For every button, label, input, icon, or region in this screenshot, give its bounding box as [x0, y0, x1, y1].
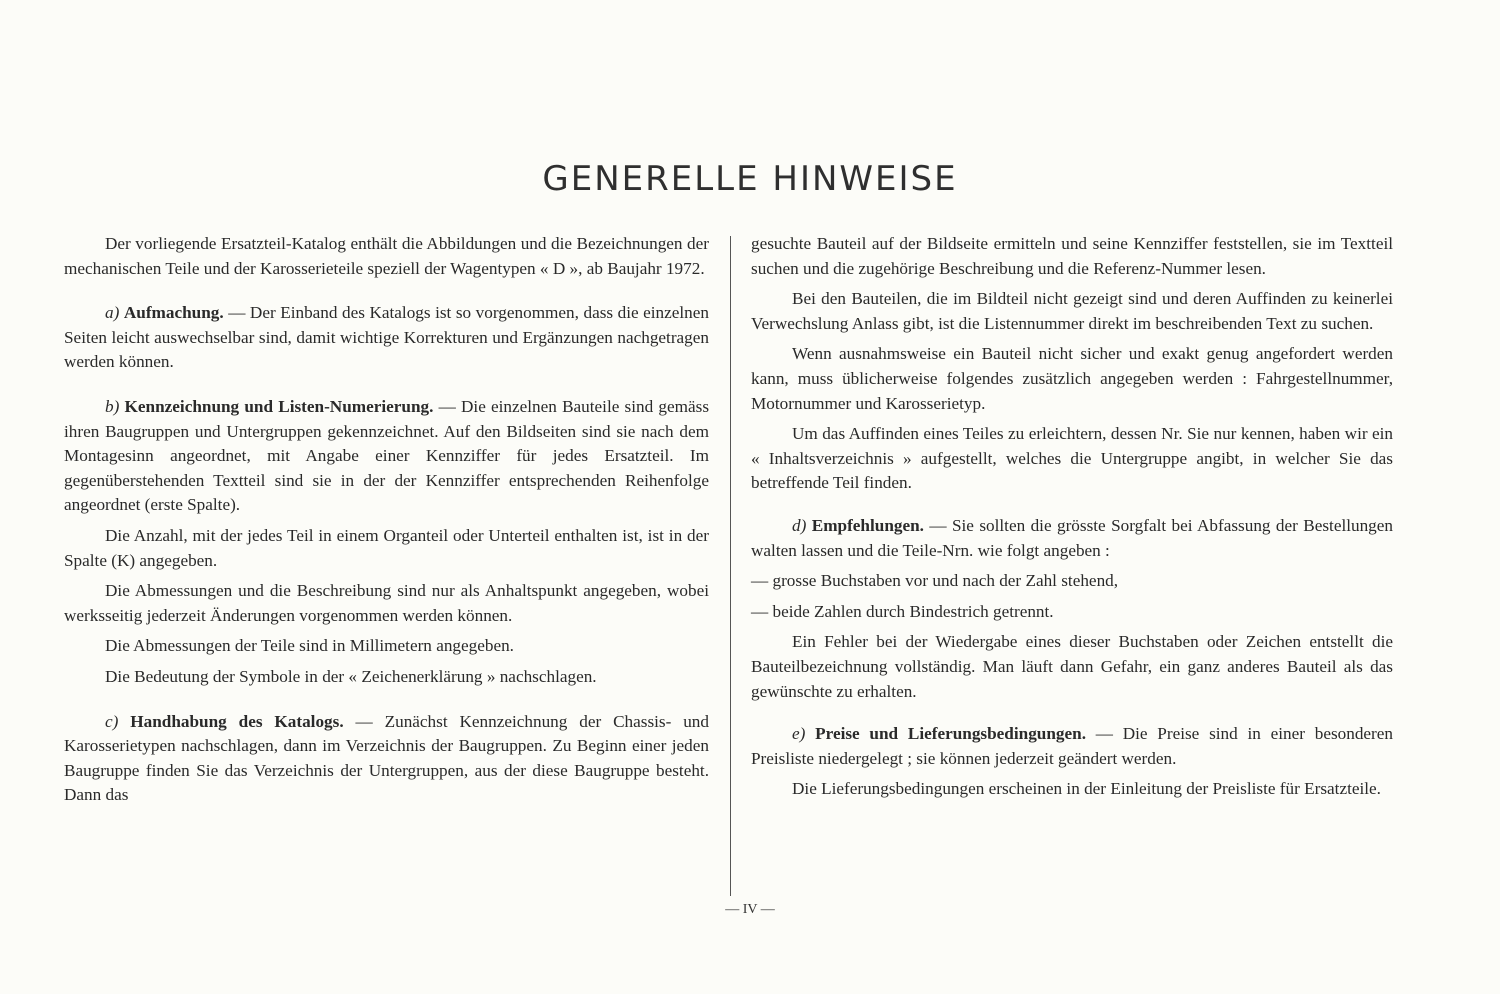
right-column [751, 232, 1393, 802]
section-c-letter: c) [105, 711, 119, 731]
section-e-delivery-paragraph: Die Lieferungsbedingungen erscheinen in der Einleitung der Preisliste für Ersatzteile. [792, 779, 1381, 799]
section-a-paragraph [64, 301, 709, 375]
section-b-letter: b) [105, 396, 120, 416]
section-b-symbols-paragraph: Die Bedeutung der Symbole in der « Zeichenerklärung » nachschlagen. [105, 666, 597, 686]
intro-paragraph: Der vorliegende Ersatzteil-Katalog enthält die Abbildungen und die Bezeichnungen der mechanischen Teile und der Karosserieteile speziell der Wagentypen « D », ab Baujahr 1972. [64, 234, 709, 278]
section-d-warning-paragraph: Ein Fehler bei der Wiedergabe eines dieser Buchstaben oder Zeichen entstellt die Bauteilbezeichnung vollständig. Man läuft dann Gefahr, ein ganz anderes Bauteil als das gewünschte zu erhalten. [751, 632, 1393, 701]
section-d-letter: d) [792, 515, 807, 535]
section-b-dimensions-paragraph: Die Abmessungen und die Beschreibung sind nur als Anhaltspunkt angegeben, wobei werksseitig jederzeit Änderungen vorgenommen werden können. [64, 581, 709, 625]
section-a-letter: a) [105, 303, 120, 323]
section-e-letter: e) [792, 724, 806, 744]
page-number: — IV — [725, 902, 775, 917]
section-e-paragraph [751, 722, 1393, 771]
section-d-text: — Sie sollten die grösste Sorgfalt bei Abfassung der Bestellungen walten lassen und die Teile-Nrn. wie folgt angeben : [751, 515, 1394, 560]
section-c-exceptional-paragraph: Wenn ausnahmsweise ein Bauteil nicht sicher und exakt genug angefordert werden kann, muss üblicherweise folgendes zusätzlich angegeben werden : Fahrgestellnummer, Motornummer und Karosserietyp. [751, 344, 1393, 413]
page-title: GENERELLE HINWEISE [542, 158, 958, 199]
section-c-paragraph [64, 710, 709, 808]
section-c-text: — Zunächst Kennzeichnung der Chassis- und Karosserietypen nachschlagen, dann im Verzeichnis der Baugruppen. Zu Beginn einer jeden Baugruppe finden Sie das Verzeichnis der Untergruppen, aus der diese Baugruppe besteht. Dann das [64, 711, 709, 805]
section-d-heading: Empfehlungen. [811, 515, 924, 535]
section-c-heading: Handhabung des Katalogs. [130, 711, 344, 731]
section-b-millimeters-paragraph: Die Abmessungen der Teile sind in Millimetern angegeben. [105, 636, 514, 656]
left-column [64, 232, 709, 808]
section-c-continuation: gesuchte Bauteil auf der Bildseite ermitteln und seine Kennziffer feststellen, sie im Textteil suchen und die zugehörige Beschreibung und die Referenz-Nummer lesen. [751, 234, 1393, 278]
section-b-text: — Die einzelnen Bauteile sind gemäss ihren Baugruppen und Untergruppen gekennzeichnet. Auf den Bildseiten sind sie nach dem Montagesinn angeordnet, mit Angabe einer Kennziffer für jedes Ersatzteil. Im gegenüberstehenden Textteil sind sie in der der Kennziffer entsprechenden Reihenfolge angeordnet (erste Spalte). [64, 396, 710, 515]
section-c-list-number-paragraph: Bei den Bauteilen, die im Bildteil nicht gezeigt sind und deren Auffinden zu keinerlei Verwechslung Anlass gibt, ist die Listennummer direkt im beschreibenden Text zu suchen. [751, 289, 1393, 333]
section-a-text: — Der Einband des Katalogs ist so vorgenommen, dass die einzelnen Seiten leicht auswechselbar sind, damit wichtige Korrekturen und Ergänzungen nachgetragen werden können. [64, 303, 709, 372]
section-e-heading: Preise und Lieferungsbedingungen. [815, 724, 1086, 744]
section-e-text: — Die Preise sind in einer besonderen Preisliste niedergelegt ; sie können jederzeit geändert werden. [751, 724, 1393, 768]
section-d-list-item: — beide Zahlen durch Bindestrich getrennt. [751, 601, 1054, 621]
section-a-heading: Aufmachung. [123, 303, 224, 323]
section-b-paragraph [64, 395, 709, 518]
section-b-quantity-paragraph: Die Anzahl, mit der jedes Teil in einem Organteil oder Unterteil enthalten ist, ist in der Spalte (K) angegeben. [64, 525, 709, 570]
section-d-paragraph [751, 514, 1393, 563]
section-d-list-item: — grosse Buchstaben vor und nach der Zahl stehend, [751, 571, 1119, 591]
section-c-index-paragraph: Um das Auffinden eines Teiles zu erleichtern, dessen Nr. Sie nur kennen, haben wir ein « Inhaltsverzeichnis » aufgestellt, welches die Untergruppe angibt, in welcher Sie das betreffende Teil finden. [751, 424, 1393, 493]
section-b-heading: Kennzeichnung und Listen-Numerierung. [124, 396, 434, 416]
column-divider [730, 236, 731, 896]
